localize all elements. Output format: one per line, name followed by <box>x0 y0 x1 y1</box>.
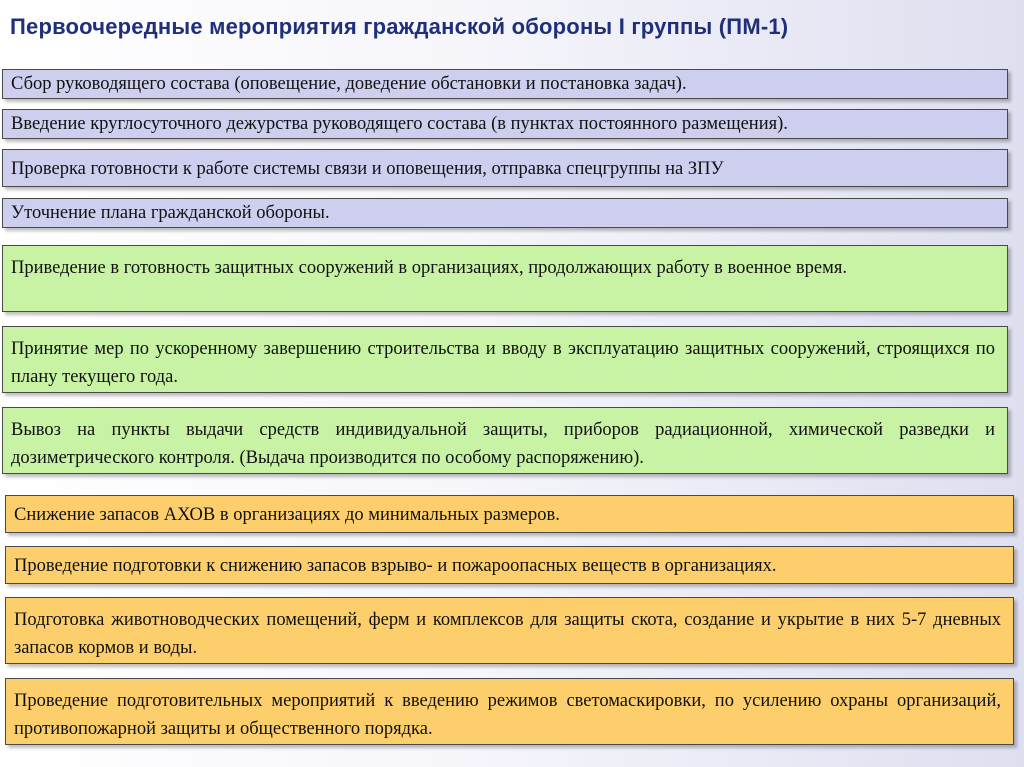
measure-item-4: Уточнение плана гражданской обороны. <box>2 198 1008 228</box>
measure-item-3: Проверка готовности к работе системы связи и оповещения, отправка спецгруппы на ЗПУ <box>2 149 1008 187</box>
measure-item-10: Подготовка животноводческих помещений, ферм и комплексов для защиты скота, создание и укрытие в них 5-7 дневных запасов кормов и воды. <box>5 597 1014 664</box>
measure-item-6: Принятие мер по ускоренному завершению строительства и вводу в эксплуатацию защитных сооружений, строящихся по плану текущего года. <box>2 326 1008 393</box>
page-title: Первоочередные мероприятия гражданской обороны I группы (ПМ-1) <box>10 14 789 39</box>
measure-item-7: Вывоз на пункты выдачи средств индивидуальной защиты, приборов радиационной, химической разведки и дозиметрического контроля. (Выдача производится по особому распоряжению). <box>2 407 1008 474</box>
measure-item-1: Сбор руководящего состава (оповещение, доведение обстановки и постановка задач). <box>2 69 1008 99</box>
measure-item-11: Проведение подготовительных мероприятий к введению режимов светомаскировки, по усилению охраны организаций, противопожарной защиты и общественного порядка. <box>5 678 1014 745</box>
measure-item-2: Введение круглосуточного дежурства руководящего состава (в пунктах постоянного размещения). <box>2 109 1008 139</box>
measure-item-9: Проведение подготовки к снижению запасов взрыво- и пожароопасных веществ в организациях. <box>5 546 1014 584</box>
measure-item-8: Снижение запасов АХОВ в организациях до минимальных размеров. <box>5 495 1014 533</box>
measure-item-5: Приведение в готовность защитных сооружений в организациях, продолжающих работу в военное время. <box>2 245 1008 312</box>
